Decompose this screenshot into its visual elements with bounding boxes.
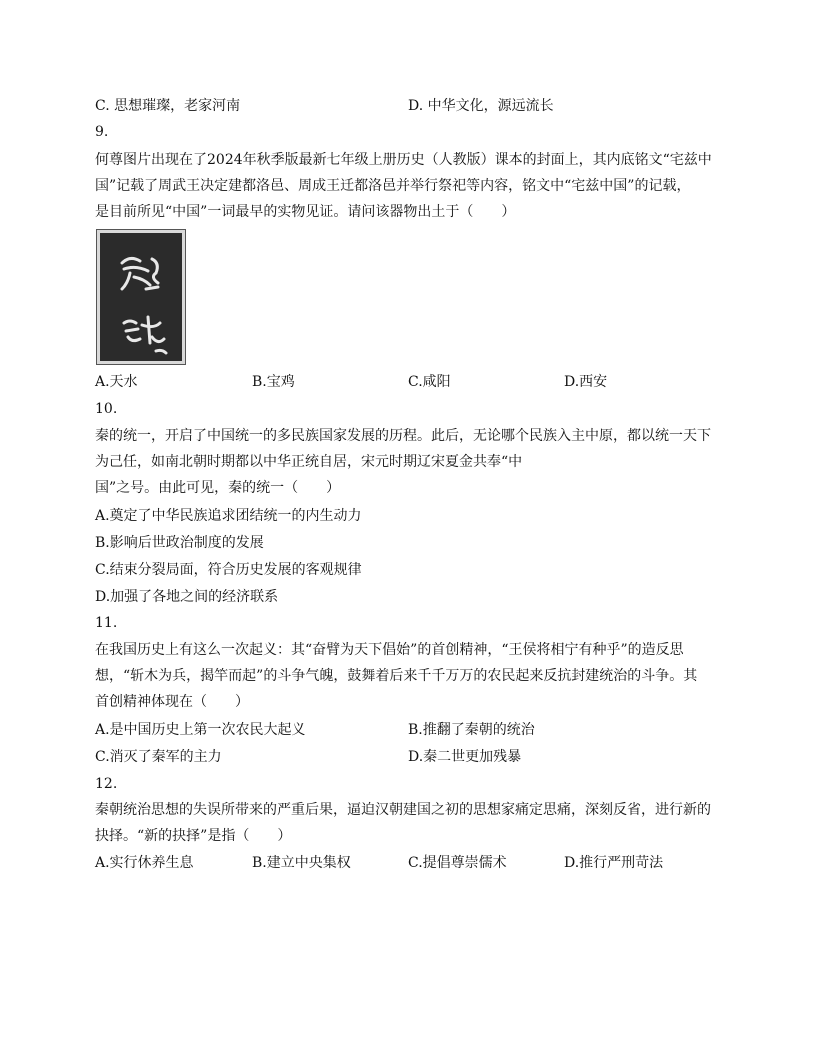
q11-option-c: C.消灭了秦军的主力 — [95, 749, 222, 765]
q9-option-d: D.西安 — [564, 374, 608, 390]
q10-option-b: B.影响后世政治制度的发展 — [95, 535, 264, 551]
q11-option-b: B.推翻了秦朝的统治 — [408, 722, 535, 738]
q9-stem-line-3: 是目前所见“中国”一词最早的实物见证。请问该器物出土于（ ） — [95, 204, 516, 220]
q12-stem-line-1: 秦朝统治思想的失误所带来的严重后果，逼迫汉朝建国之初的思想家痛定思痛，深刻反省，进行新的 — [95, 802, 711, 818]
q10-option-c: C.结束分裂局面，符合历史发展的客观规律 — [95, 562, 362, 578]
q12-option-b: B.建立中央集权 — [252, 855, 351, 871]
q9-stem-line-1: 何尊图片出现在了2024年秋季版最新七年级上册历史（人教版）课本的封面上，其内底铭文“宅兹中 — [95, 152, 712, 168]
q8-option-d: D. 中华文化，源远流长 — [408, 98, 554, 114]
q10-number: 10. — [95, 401, 118, 417]
q11-stem-line-3: 首创精神体现在（ ） — [95, 694, 249, 710]
q9-number: 9. — [95, 124, 109, 140]
q8-option-c: C. 思想璀璨，老家河南 — [95, 98, 241, 114]
q10-stem-line-2: 为己任，如南北朝时期都以中华正统自居，宋元时期辽宋夏金共奉“中 — [95, 454, 523, 470]
q9-option-b: B.宝鸡 — [252, 374, 295, 390]
q9-option-a: A.天水 — [95, 374, 138, 390]
q11-stem-line-1: 在我国历史上有这么一次起义：其“奋臂为天下倡始”的首创精神，“王侯将相宁有种乎”的造反思 — [95, 642, 684, 658]
q12-option-a: A.实行休养生息 — [95, 855, 194, 871]
q11-option-a: A.是中国历史上第一次农民大起义 — [95, 722, 306, 738]
q11-number: 11. — [95, 615, 118, 631]
q10-option-a: A.奠定了中华民族追求团结统一的内生动力 — [95, 508, 362, 524]
q11-stem-line-2: 想，“斩木为兵，揭竿而起”的斗争气魄，鼓舞着后来千千万万的农民起来反抗封建统治的斗争。其 — [95, 668, 698, 684]
q10-option-d: D.加强了各地之间的经济联系 — [95, 589, 279, 605]
bronze-inscription-image — [97, 230, 185, 364]
q12-stem-line-2: 抉择。“新的抉择”是指（ ） — [95, 828, 292, 844]
q12-option-d: D.推行严刑苛法 — [564, 855, 664, 871]
q9-stem-line-2: 国”记载了周武王决定建都洛邑、周成王迁都洛邑并举行祭祀等内容，铭文中“宅兹中国”的记载， — [95, 178, 691, 194]
q9-option-c: C.咸阳 — [408, 374, 451, 390]
inscription-glyphs — [100, 233, 182, 361]
q11-option-d: D.秦二世更加残暴 — [408, 749, 522, 765]
q10-stem-line-1: 秦的统一，开启了中国统一的多民族国家发展的历程。此后，无论哪个民族入主中原，都以统一天下 — [95, 428, 711, 444]
q12-option-c: C.提倡尊崇儒术 — [408, 855, 507, 871]
q10-stem-line-3: 国”之号。由此可见，秦的统一（ ） — [95, 480, 341, 496]
q12-number: 12. — [95, 776, 118, 792]
